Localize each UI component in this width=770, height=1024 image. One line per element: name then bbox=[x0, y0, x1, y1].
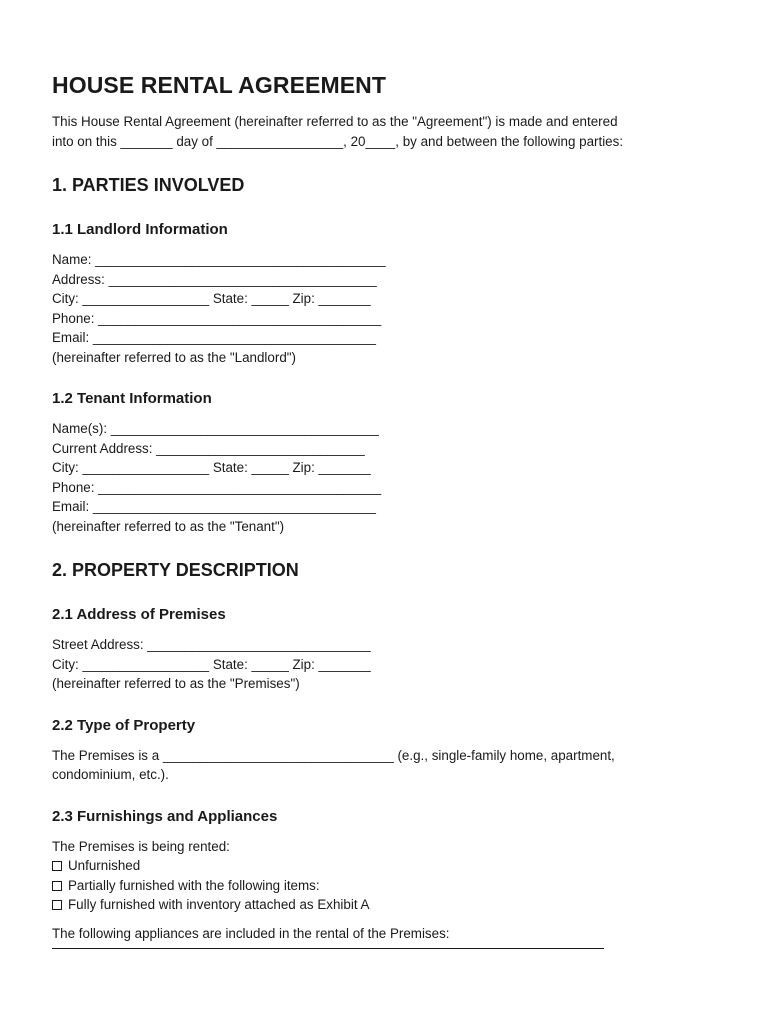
intro-line: This House Rental Agreement (hereinafter referred to as the "Agreement") is made and entered bbox=[52, 114, 618, 129]
premises-reference-note: (hereinafter referred to as the "Premises") bbox=[52, 676, 300, 691]
tenant-email-line: Email: ______________________________________ bbox=[52, 499, 376, 514]
section-heading-parties: 1. PARTIES INVOLVED bbox=[52, 175, 245, 195]
landlord-phone-line: Phone: ______________________________________ bbox=[52, 310, 382, 326]
tenant-name-line: Name(s): ____________________________________ bbox=[52, 421, 379, 436]
tenant-phone-line: Phone: ______________________________________ bbox=[52, 479, 382, 495]
landlord-name-line: Name: _______________________________________ bbox=[52, 252, 386, 267]
section-heading-property-description: 2. PROPERTY DESCRIPTION bbox=[52, 560, 299, 580]
furnishing-option-partial[interactable] bbox=[52, 876, 732, 896]
checkbox-icon[interactable] bbox=[52, 861, 62, 871]
tenant-address-line: Current Address: ____________________________ bbox=[52, 440, 365, 456]
landlord-email-line: Email: ______________________________________ bbox=[52, 330, 376, 345]
intro-line: into on this _______ day of _________________, 20____, by and between the following parties: bbox=[52, 133, 624, 149]
subheading-furnishings-appliances: 2.3 Furnishings and Appliances bbox=[52, 807, 278, 825]
subheading-type-of-property: 2.2 Type of Property bbox=[52, 716, 196, 734]
furnishing-option-unfurnished[interactable] bbox=[52, 856, 732, 876]
furnishing-intro: The Premises is being rented: bbox=[52, 838, 230, 854]
document-page bbox=[52, 68, 732, 949]
subheading-address-of-premises: 2.1 Address of Premises bbox=[52, 606, 226, 623]
premises-street-line: Street Address: ______________________________ bbox=[52, 637, 371, 652]
premises-city-line: City: _________________ State: _____ Zip: _______ bbox=[52, 656, 371, 672]
option-label: Unfurnished bbox=[68, 858, 141, 873]
property-type-line: The Premises is a _______________________________ (e.g., single-family home, apartment, bbox=[52, 747, 615, 763]
appliances-blank-rule bbox=[52, 948, 604, 949]
tenant-fields bbox=[52, 419, 732, 536]
checkbox-icon[interactable] bbox=[52, 900, 62, 910]
landlord-address-line: Address: ____________________________________ bbox=[52, 271, 377, 287]
option-label: Fully furnished with inventory attached as Exhibit A bbox=[68, 897, 370, 912]
subheading-landlord-information: 1.1 Landlord Information bbox=[52, 221, 228, 238]
premises-address-fields bbox=[52, 635, 732, 694]
document-title: HOUSE RENTAL AGREEMENT bbox=[52, 72, 387, 98]
tenant-city-line: City: _________________ State: _____ Zip: _______ bbox=[52, 460, 371, 475]
furnishing-options bbox=[52, 837, 732, 915]
subheading-tenant-information: 1.2 Tenant Information bbox=[52, 390, 212, 407]
appliances-text: The following appliances are included in the rental of the Premises: bbox=[52, 925, 450, 941]
intro-paragraph bbox=[52, 112, 732, 151]
checkbox-icon[interactable] bbox=[52, 881, 62, 891]
landlord-fields bbox=[52, 250, 732, 367]
option-label: Partially furnished with the following items: bbox=[68, 877, 320, 893]
tenant-reference-note: (hereinafter referred to as the "Tenant") bbox=[52, 518, 285, 534]
furnishing-option-full[interactable] bbox=[52, 895, 732, 915]
landlord-city-line: City: _________________ State: _____ Zip: _______ bbox=[52, 291, 371, 306]
property-type-paragraph bbox=[52, 746, 732, 785]
property-type-line: condominium, etc.). bbox=[52, 767, 169, 782]
landlord-reference-note: (hereinafter referred to as the "Landlord") bbox=[52, 349, 296, 365]
